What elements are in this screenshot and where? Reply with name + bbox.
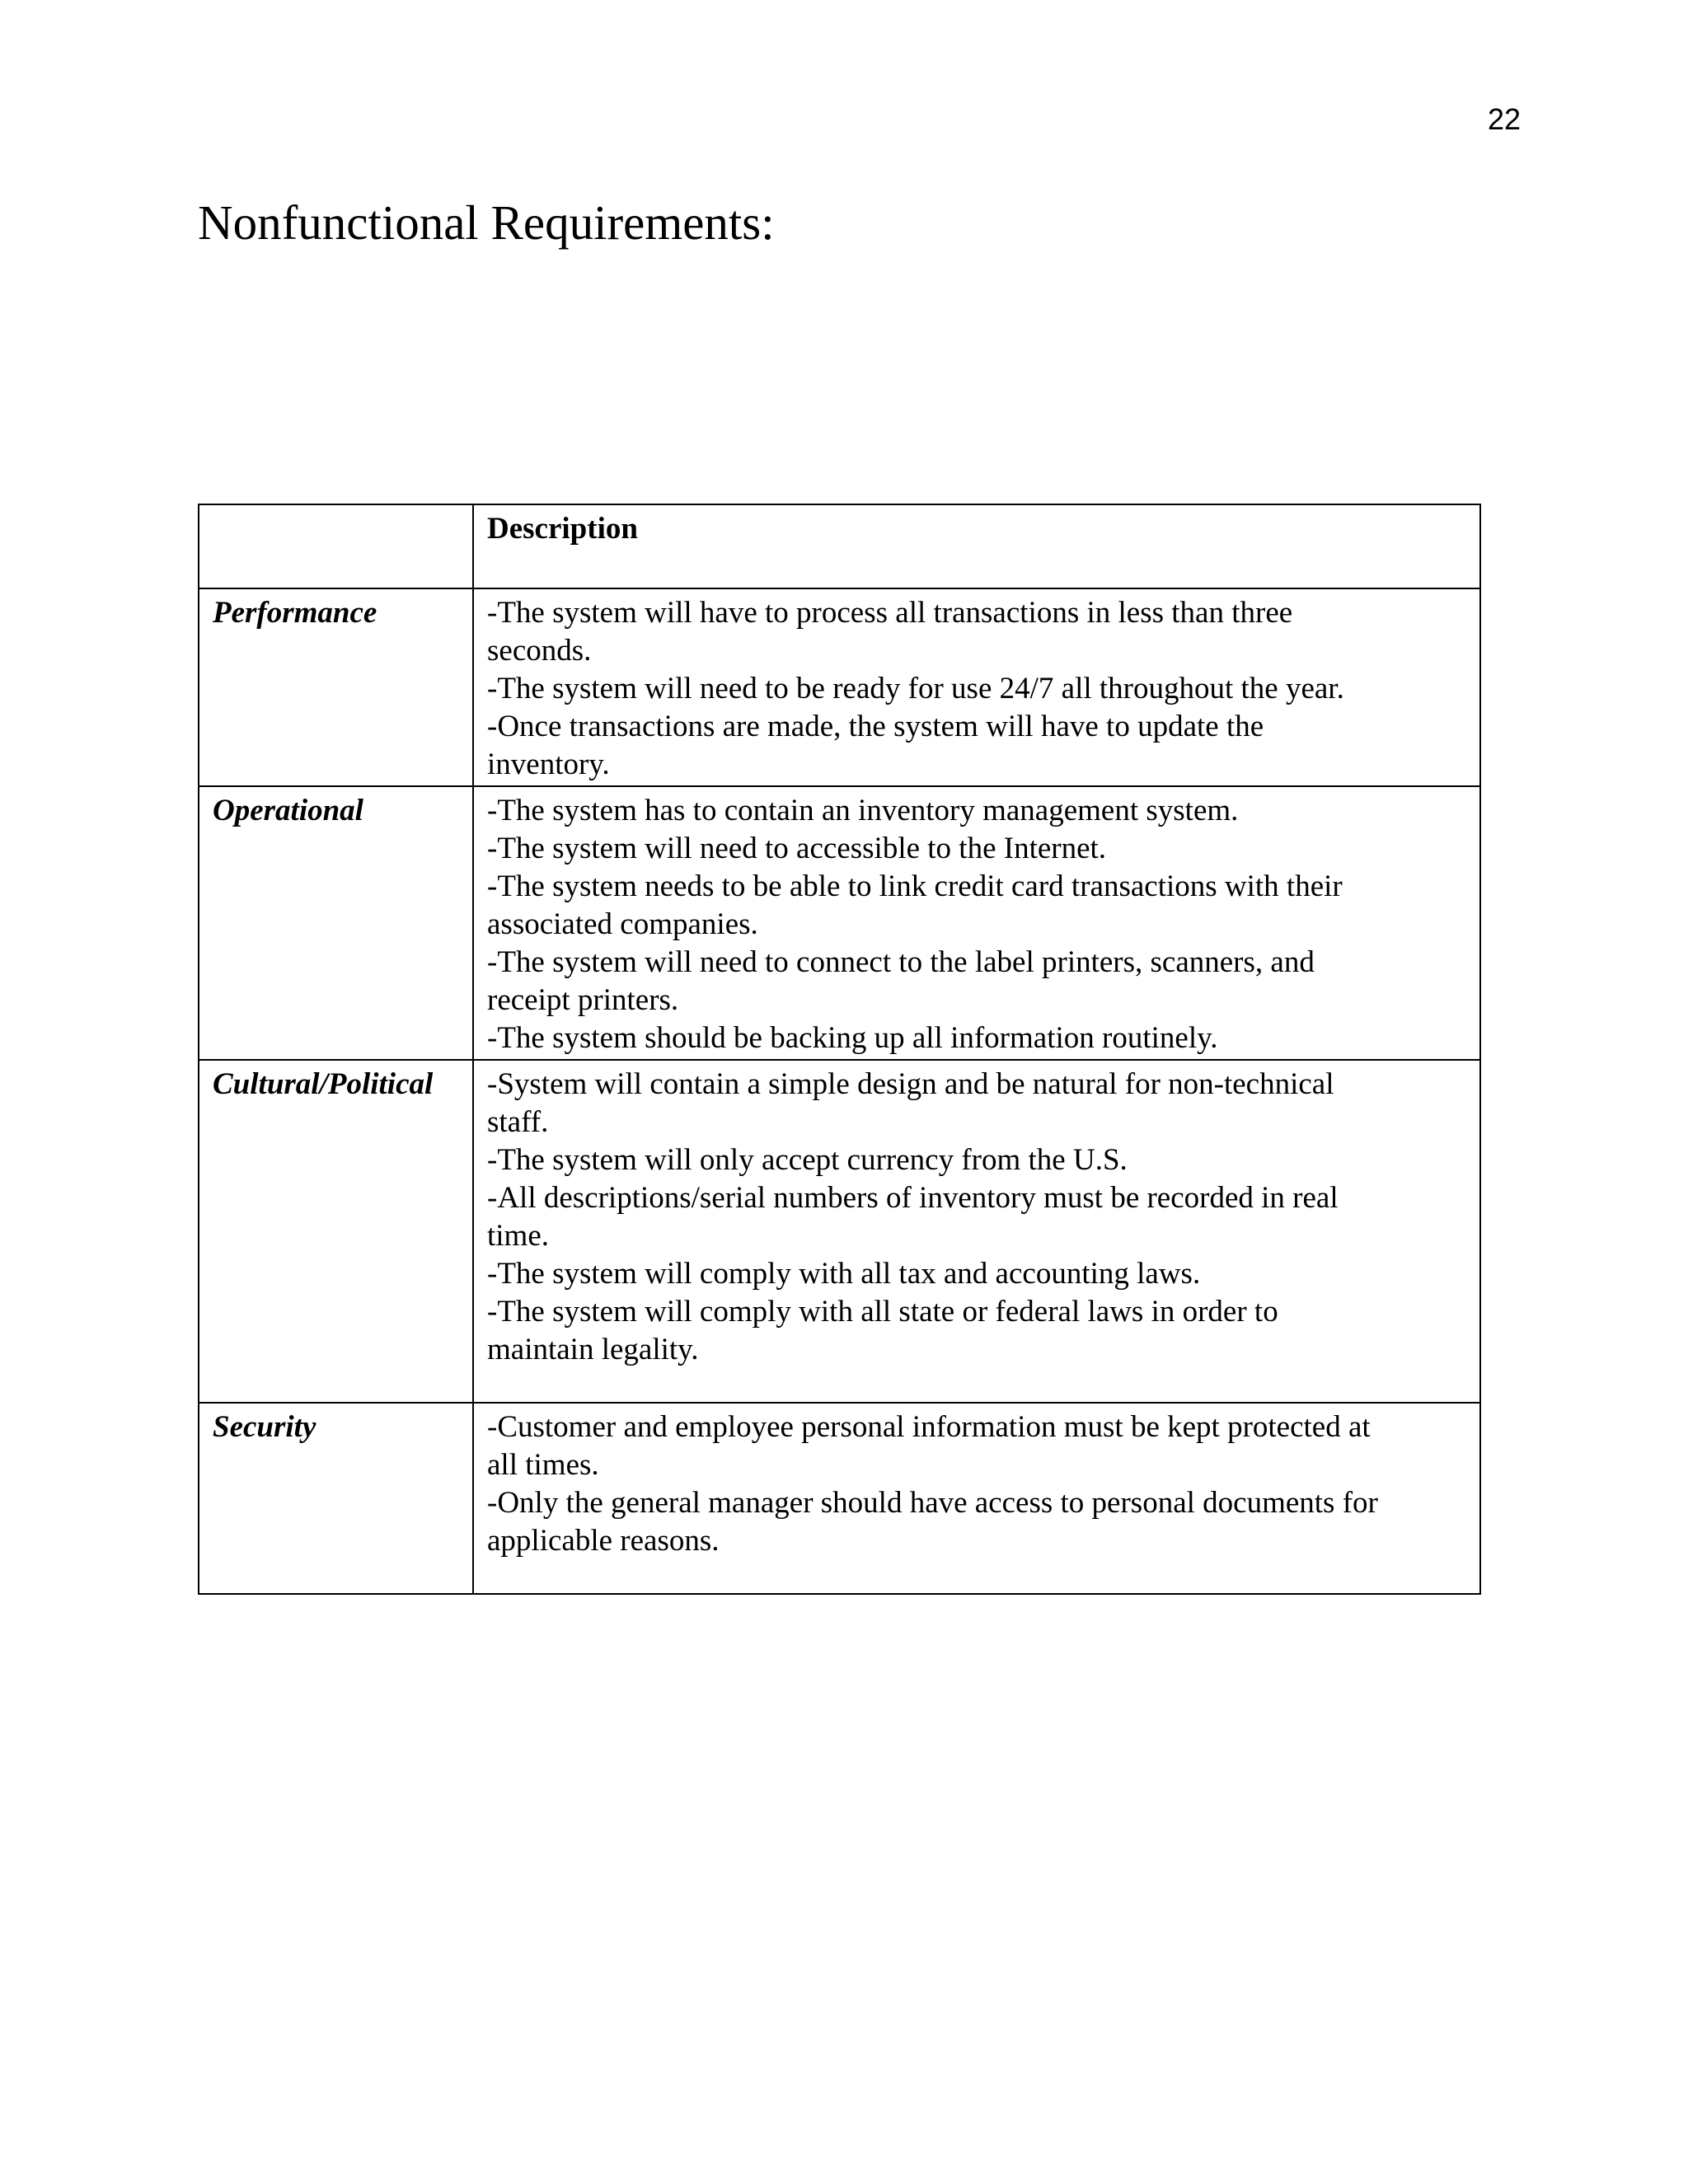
header-blank-cell (199, 504, 473, 588)
table-row (199, 1060, 1480, 1403)
description-line: -The system will comply with all state or federal laws in order to (487, 1295, 1278, 1329)
description-line: -The system has to contain an inventory management system. (487, 794, 1239, 827)
description-line: -Once transactions are made, the system will have to update the (487, 710, 1264, 743)
description-line: -The system will need to accessible to the Internet. (487, 832, 1107, 865)
table-row (199, 1403, 1480, 1594)
description-line: seconds. (487, 634, 592, 668)
description-line: -The system should be backing up all information routinely. (487, 1021, 1218, 1055)
header-description: Description (473, 504, 1480, 588)
description-line: -Customer and employee personal information must be kept protected at (487, 1410, 1371, 1444)
description-line: -Only the general manager should have access to personal documents for (487, 1486, 1378, 1520)
table-header-row (199, 504, 1480, 588)
description-line: -All descriptions/serial numbers of inventory must be recorded in real (487, 1181, 1339, 1215)
description-line: -System will contain a simple design and be natural for non-technical (487, 1067, 1334, 1101)
description-line: all times. (487, 1448, 599, 1482)
description-cell (473, 588, 1480, 786)
description-line: -The system needs to be able to link credit card transactions with their (487, 869, 1343, 903)
description-cell (473, 1403, 1480, 1594)
category-operational: Operational (199, 786, 473, 1060)
description-line: -The system will only accept currency from the U.S. (487, 1143, 1128, 1177)
description-line: applicable reasons. (487, 1524, 720, 1558)
page-number: 22 (1487, 102, 1521, 136)
page-title: Nonfunctional Requirements: (198, 195, 775, 250)
description-line: -The system will need to connect to the label printers, scanners, and (487, 945, 1315, 979)
category-cultural-political: Cultural/Political (199, 1060, 473, 1403)
description-line: inventory. (487, 748, 610, 781)
description-line: -The system will have to process all transactions in less than three (487, 596, 1293, 630)
description-line: receipt printers. (487, 983, 679, 1017)
requirements-table (198, 504, 1481, 1595)
description-cell (473, 786, 1480, 1060)
table-row (199, 786, 1480, 1060)
description-line: associated companies. (487, 907, 758, 941)
description-cell (473, 1060, 1480, 1403)
table-row (199, 588, 1480, 786)
description-line: maintain legality. (487, 1333, 699, 1366)
description-line: staff. (487, 1105, 549, 1139)
description-line: -The system will need to be ready for use 24/7 all throughout the year. (487, 672, 1344, 705)
description-line: -The system will comply with all tax and accounting laws. (487, 1257, 1201, 1291)
description-line: time. (487, 1219, 550, 1253)
category-security: Security (199, 1403, 473, 1594)
category-performance: Performance (199, 588, 473, 786)
